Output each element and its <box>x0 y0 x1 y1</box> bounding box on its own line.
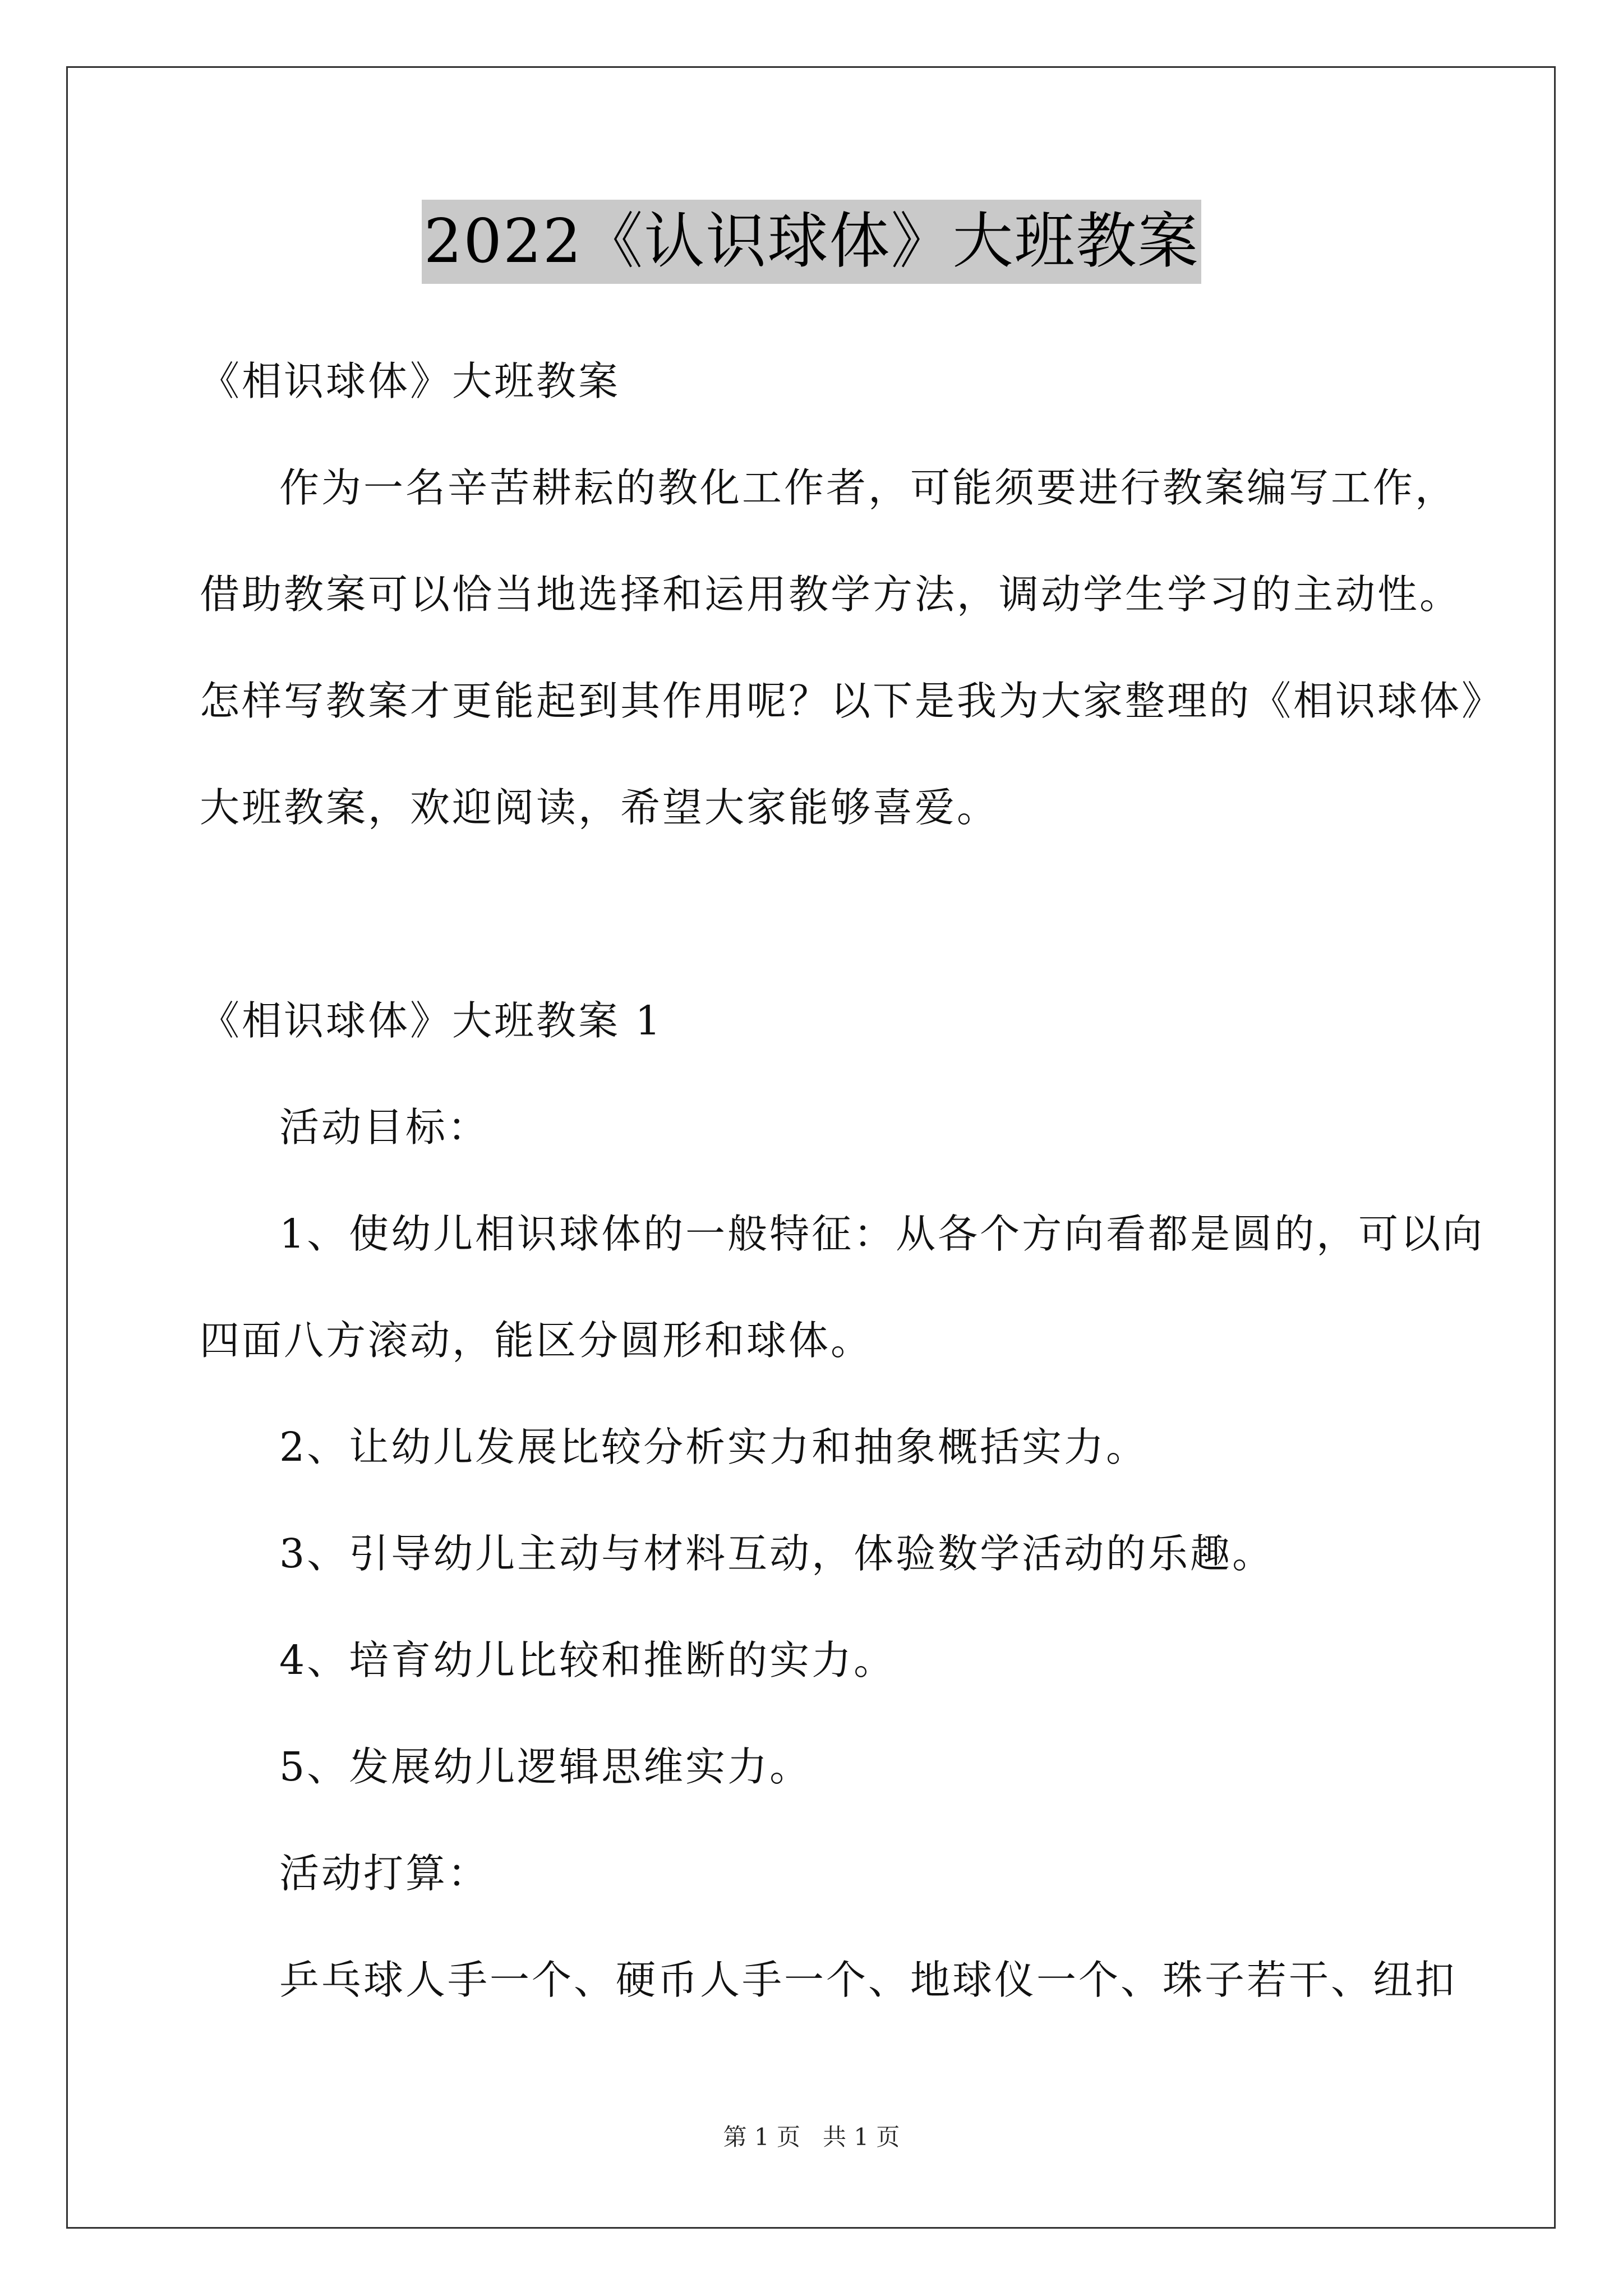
prep-line-1: 乒乓球人手一个、硬币人手一个、地球仪一个、珠子若干、纽扣 <box>279 1957 1458 2003</box>
goal-4: 4、培育幼儿比较和推断的实力。 <box>279 1637 896 1683</box>
goal-5: 5、发展幼儿逻辑思维实力。 <box>279 1743 812 1790</box>
goal-1-line-2: 四面八方滚动，能区分圆形和球体。 <box>200 1317 873 1364</box>
page-footer <box>0 2120 1623 2154</box>
intro-line-3: 怎样写教案才更能起到其作用呢？以下是我为大家整理的《相识球体》 <box>200 678 1504 724</box>
page-number-current: 第 1 页 <box>723 2123 800 2151</box>
intro-line-1: 作为一名辛苦耕耘的教化工作者，可能须要进行教案编写工作， <box>279 464 1458 511</box>
document-title: 2022《认识球体》大班教案 <box>422 200 1202 284</box>
page-number-total: 共 1 页 <box>823 2123 900 2151</box>
intro-line-4: 大班教案，欢迎阅读，希望大家能够喜爱。 <box>200 784 999 831</box>
document-subtitle: 《相识球体》大班教案 <box>200 358 621 404</box>
goal-1-line-1: 1、使幼儿相识球体的一般特征：从各个方向看都是圆的，可以向 <box>279 1211 1485 1257</box>
goals-heading: 活动目标： <box>279 1104 490 1151</box>
section-heading: 《相识球体》大班教案 1 <box>200 997 663 1044</box>
intro-line-2: 借助教案可以恰当地选择和运用教学方法，调动学生学习的主动性。 <box>200 571 1462 618</box>
goal-2: 2、让幼儿发展比较分析实力和抽象概括实力。 <box>279 1424 1149 1470</box>
prep-heading: 活动打算： <box>279 1850 490 1897</box>
goal-3: 3、引导幼儿主动与材料互动，体验数学活动的乐趣。 <box>279 1530 1275 1577</box>
title-container <box>0 200 1623 284</box>
